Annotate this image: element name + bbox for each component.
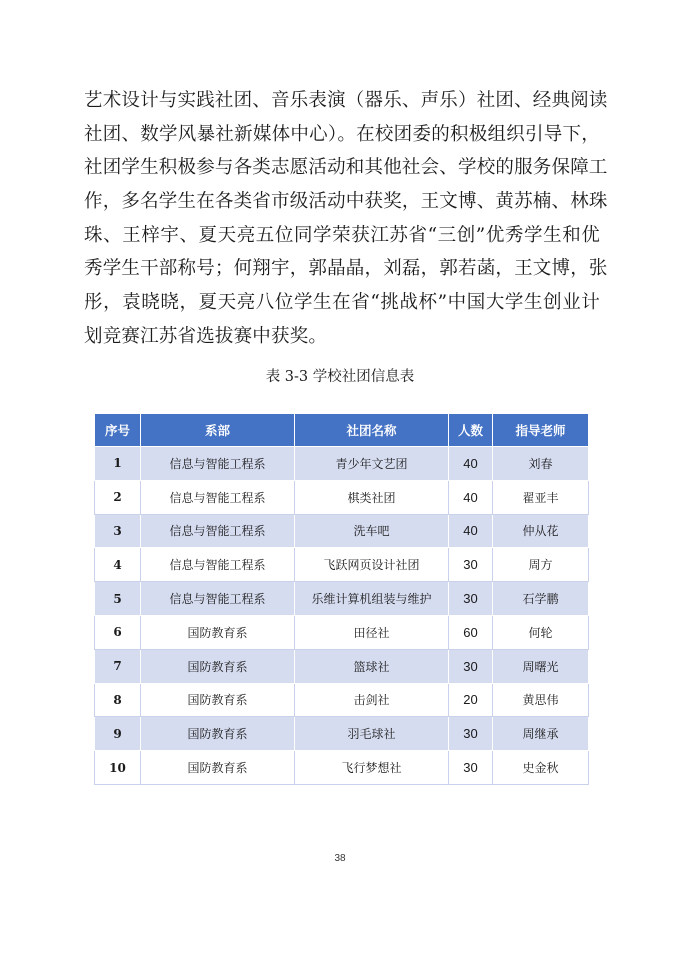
header-index: 序号 <box>95 414 141 447</box>
cell-index: 7 <box>95 649 141 683</box>
table-row <box>95 548 589 582</box>
table-row <box>95 751 589 785</box>
cell-index: 9 <box>95 717 141 751</box>
cell-member-count: 30 <box>449 649 493 683</box>
cell-advisor: 刘春 <box>493 447 589 481</box>
cell-member-count: 40 <box>449 480 493 514</box>
cell-advisor: 周方 <box>493 548 589 582</box>
cell-index: 5 <box>95 582 141 616</box>
cell-member-count: 40 <box>449 447 493 481</box>
cell-index: 3 <box>95 514 141 548</box>
cell-advisor: 仲从花 <box>493 514 589 548</box>
header-advisor: 指导老师 <box>493 414 589 447</box>
paragraph-line: 划竞赛江苏省选拔赛中获奖。 <box>84 325 328 347</box>
cell-member-count: 30 <box>449 717 493 751</box>
paragraph-line: 艺术设计与实践社团、音乐表演（器乐、声乐）社团、经典阅读 <box>84 90 608 111</box>
cell-index: 2 <box>95 480 141 514</box>
cell-department: 信息与智能工程系 <box>141 480 295 514</box>
cell-advisor: 黄思伟 <box>493 683 589 717</box>
cell-club-name: 篮球社 <box>295 649 449 683</box>
cell-advisor: 石学鹏 <box>493 582 589 616</box>
cell-club-name: 飞行梦想社 <box>295 751 449 785</box>
table-row <box>95 514 589 548</box>
cell-club-name: 飞跃网页设计社团 <box>295 548 449 582</box>
cell-club-name: 击剑社 <box>295 683 449 717</box>
table-caption: 表 3-3 学校社团信息表 <box>265 369 415 385</box>
cell-advisor: 何轮 <box>493 615 589 649</box>
cell-club-name: 洗车吧 <box>295 514 449 548</box>
cell-member-count: 30 <box>449 751 493 785</box>
cell-department: 信息与智能工程系 <box>141 514 295 548</box>
cell-index: 8 <box>95 683 141 717</box>
table-row <box>95 582 589 616</box>
cell-index: 6 <box>95 615 141 649</box>
paragraph-line: 珠、王梓宇、夏天亮五位同学荣获江苏省“三创”优秀学生和优 <box>84 224 600 246</box>
cell-advisor: 史金秋 <box>493 751 589 785</box>
paragraph-line: 社团学生积极参与各类志愿活动和其他社会、学校的服务保障工 <box>84 157 608 179</box>
cell-department: 国防教育系 <box>141 717 295 751</box>
table-row <box>95 649 589 683</box>
header-club-name: 社团名称 <box>295 414 449 447</box>
cell-club-name: 乐维计算机组装与维护 <box>295 582 449 616</box>
cell-department: 国防教育系 <box>141 683 295 717</box>
header-member-count: 人数 <box>449 414 493 447</box>
table-row <box>95 480 589 514</box>
club-info-table <box>94 413 589 785</box>
cell-department: 信息与智能工程系 <box>141 548 295 582</box>
cell-advisor: 周曙光 <box>493 649 589 683</box>
table-row <box>95 717 589 751</box>
cell-club-name: 青少年文艺团 <box>295 447 449 481</box>
paragraph-line: 秀学生干部称号；何翔宇，郭晶晶，刘磊，郭若菡，王文博，张 <box>84 258 608 280</box>
table-row <box>95 683 589 717</box>
cell-club-name: 羽毛球社 <box>295 717 449 751</box>
body-paragraph <box>84 84 608 354</box>
cell-department: 信息与智能工程系 <box>141 582 295 616</box>
paragraph-line: 作，多名学生在各类省市级活动中获奖，王文博、黄苏楠、林珠 <box>84 191 608 213</box>
cell-member-count: 30 <box>449 548 493 582</box>
cell-member-count: 60 <box>449 615 493 649</box>
table-row <box>95 615 589 649</box>
page-number: 38 <box>334 853 346 864</box>
header-department: 系部 <box>141 414 295 447</box>
cell-index: 4 <box>95 548 141 582</box>
cell-member-count: 20 <box>449 683 493 717</box>
paragraph-line: 社团、数学风暴社新媒体中心）。在校团委的积极组织引导下， <box>84 123 600 145</box>
paragraph-line: 彤，袁晓晓，夏天亮八位学生在省“挑战杯”中国大学生创业计 <box>84 292 600 314</box>
cell-club-name: 田径社 <box>295 615 449 649</box>
cell-club-name: 棋类社团 <box>295 480 449 514</box>
cell-department: 国防教育系 <box>141 649 295 683</box>
cell-advisor: 周继承 <box>493 717 589 751</box>
cell-department: 国防教育系 <box>141 615 295 649</box>
cell-index: 1 <box>95 447 141 481</box>
cell-member-count: 40 <box>449 514 493 548</box>
cell-advisor: 翟亚丰 <box>493 480 589 514</box>
table-header-row <box>95 414 589 447</box>
cell-department: 国防教育系 <box>141 751 295 785</box>
cell-index: 10 <box>95 751 141 785</box>
cell-department: 信息与智能工程系 <box>141 447 295 481</box>
table-row <box>95 447 589 481</box>
cell-member-count: 30 <box>449 582 493 616</box>
